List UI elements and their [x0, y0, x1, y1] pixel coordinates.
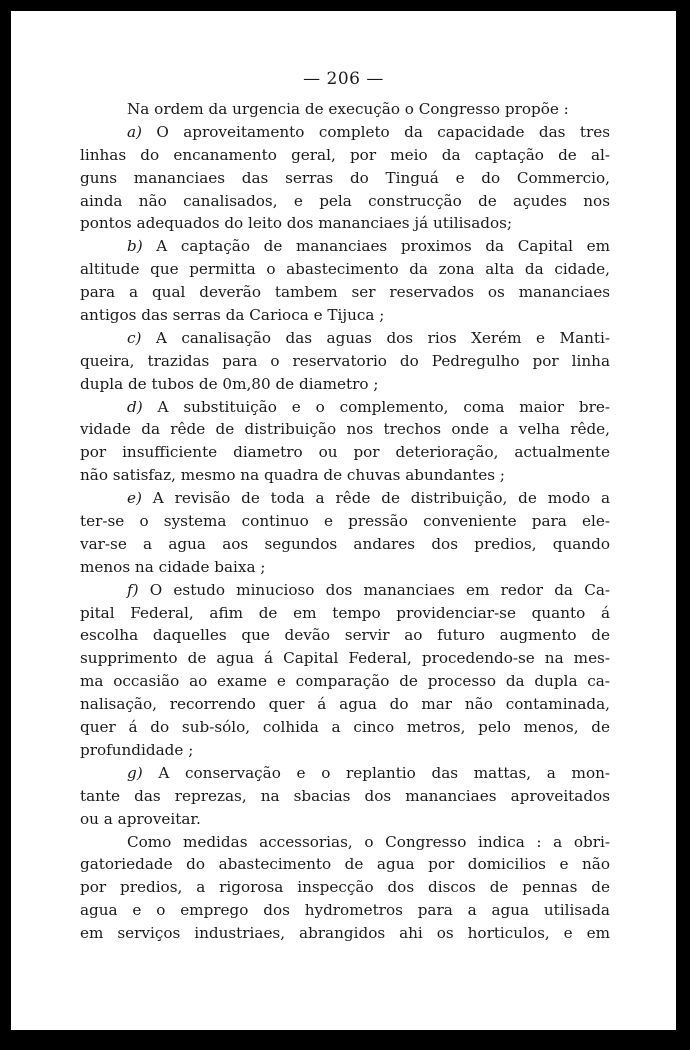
text-line — [80, 510, 610, 533]
line-text: menos na cidade baixa ; — [80, 557, 266, 576]
text-line — [80, 922, 610, 945]
text-line — [80, 464, 610, 487]
line-text: profundidade ; — [80, 740, 194, 759]
line-text: não satisfaz, mesmo na quadra de chuvas abundantes ; — [80, 466, 505, 485]
line-text: antigos das serras da Carioca e Tijuca ; — [80, 306, 385, 325]
line-text: O aproveitamento completo da capacidade das tres — [156, 122, 610, 141]
line-text: ou a aproveitar. — [80, 809, 201, 828]
item-letter: e) — [127, 489, 142, 508]
text-line — [80, 762, 610, 785]
line-text: Na ordem da urgencia de execução o Congresso propõe : — [127, 100, 569, 118]
text-line — [80, 624, 610, 647]
item-letter: g) — [127, 763, 143, 782]
line-text: O estudo minucioso dos mananciaes em redor da Ca- — [149, 580, 610, 599]
text-line — [80, 739, 610, 762]
line-text: Como medidas accessorias, o Congresso indica : a obri- — [127, 832, 610, 851]
text-line — [80, 533, 610, 556]
line-text: agua e o emprego dos hydrometros para a agua utilisada — [80, 901, 610, 920]
text-line — [80, 693, 610, 716]
text-line — [80, 647, 610, 670]
text-line — [80, 899, 610, 922]
line-text: em serviços industriaes, abrangidos ahi os horticulos, e em — [80, 924, 610, 943]
text-line — [80, 304, 610, 327]
line-text: dupla de tubos de 0m,80 de diametro ; — [80, 374, 379, 393]
text-line — [80, 98, 610, 121]
text-line — [80, 350, 610, 373]
line-text: nalisação, recorrendo quer á agua do mar não contaminada, — [80, 695, 610, 714]
item-letter: f) — [127, 580, 139, 599]
item-letter: a) — [127, 122, 142, 141]
text-line — [80, 441, 610, 464]
text-line — [80, 716, 610, 739]
line-text: supprimento de agua á Capital Federal, procedendo-se na mes- — [80, 649, 610, 668]
line-text: ainda não canalisados, e pela construcção de açudes nos — [80, 191, 610, 210]
line-text: linhas do encanamento geral, por meio da captação de al- — [80, 145, 610, 164]
text-line — [80, 396, 610, 419]
line-text: por predios, a rigorosa inspecção dos discos de pennas de — [80, 878, 610, 897]
text-line — [80, 190, 610, 213]
body-text — [80, 98, 610, 945]
item-letter: c) — [127, 328, 142, 347]
text-line — [80, 602, 610, 625]
item-letter: d) — [127, 397, 143, 416]
text-line — [80, 167, 610, 190]
book-page — [11, 11, 676, 1030]
line-text: queira, trazidas para o reservatorio do Pedregulho por linha — [80, 351, 610, 370]
line-text: escolha daquelles que devão servir ao futuro augmento de — [80, 626, 610, 645]
text-line — [80, 785, 610, 808]
line-text: A captação de mananciaes proximos da Capital em — [156, 237, 610, 256]
line-text: A substituição e o complemento, coma maior bre- — [157, 397, 610, 416]
text-line — [80, 418, 610, 441]
text-line — [80, 579, 610, 602]
line-text: quer á do sub-sólo, colhida a cinco metros, pelo menos, de — [80, 718, 610, 737]
line-text: ma occasião ao exame e comparação de processo da dupla ca- — [80, 672, 610, 691]
text-line — [80, 487, 610, 510]
line-text: vidade da rêde de distribuição nos trechos onde a velha rêde, — [80, 420, 610, 439]
line-text: A revisão de toda a rêde de distribuição, de modo a — [152, 489, 610, 508]
line-text: var-se a agua aos segundos andares dos predios, quando — [80, 534, 610, 553]
text-line — [80, 373, 610, 396]
text-line — [80, 808, 610, 831]
text-line — [80, 556, 610, 579]
text-line — [80, 281, 610, 304]
text-line — [80, 121, 610, 144]
line-text: ter-se o systema continuo e pressão conveniente para ele- — [80, 512, 610, 531]
text-line — [80, 235, 610, 258]
line-text: pital Federal, afim de em tempo providenciar-se quanto á — [80, 603, 610, 622]
line-text: A canalisação das aguas dos rios Xerém e Manti- — [155, 328, 610, 347]
line-text: A conservação e o replantio das mattas, a mon- — [158, 763, 610, 782]
line-text: gatoriedade do abastecimento de agua por domicilios e não — [80, 855, 610, 874]
text-line — [80, 144, 610, 167]
text-line — [80, 212, 610, 235]
line-text: altitude que permitta o abastecimento da zona alta da cidade, — [80, 260, 610, 279]
item-letter: b) — [127, 237, 143, 256]
text-line — [80, 853, 610, 876]
text-line — [80, 876, 610, 899]
text-line — [80, 670, 610, 693]
text-line — [80, 831, 610, 854]
text-line — [80, 327, 610, 350]
page-number: — 206 — — [303, 69, 384, 89]
text-line — [80, 258, 610, 281]
line-text: para a qual deverão tambem ser reservados os mananciaes — [80, 283, 610, 302]
line-text: por insufficiente diametro ou por deterioração, actualmente — [80, 443, 610, 462]
line-text: tante das reprezas, na sbacias dos mananciaes aproveitados — [80, 786, 610, 805]
line-text: pontos adequados do leito dos mananciaes já utilisados; — [80, 214, 513, 233]
line-text: guns mananciaes das serras do Tinguá e do Commercio, — [80, 168, 610, 187]
